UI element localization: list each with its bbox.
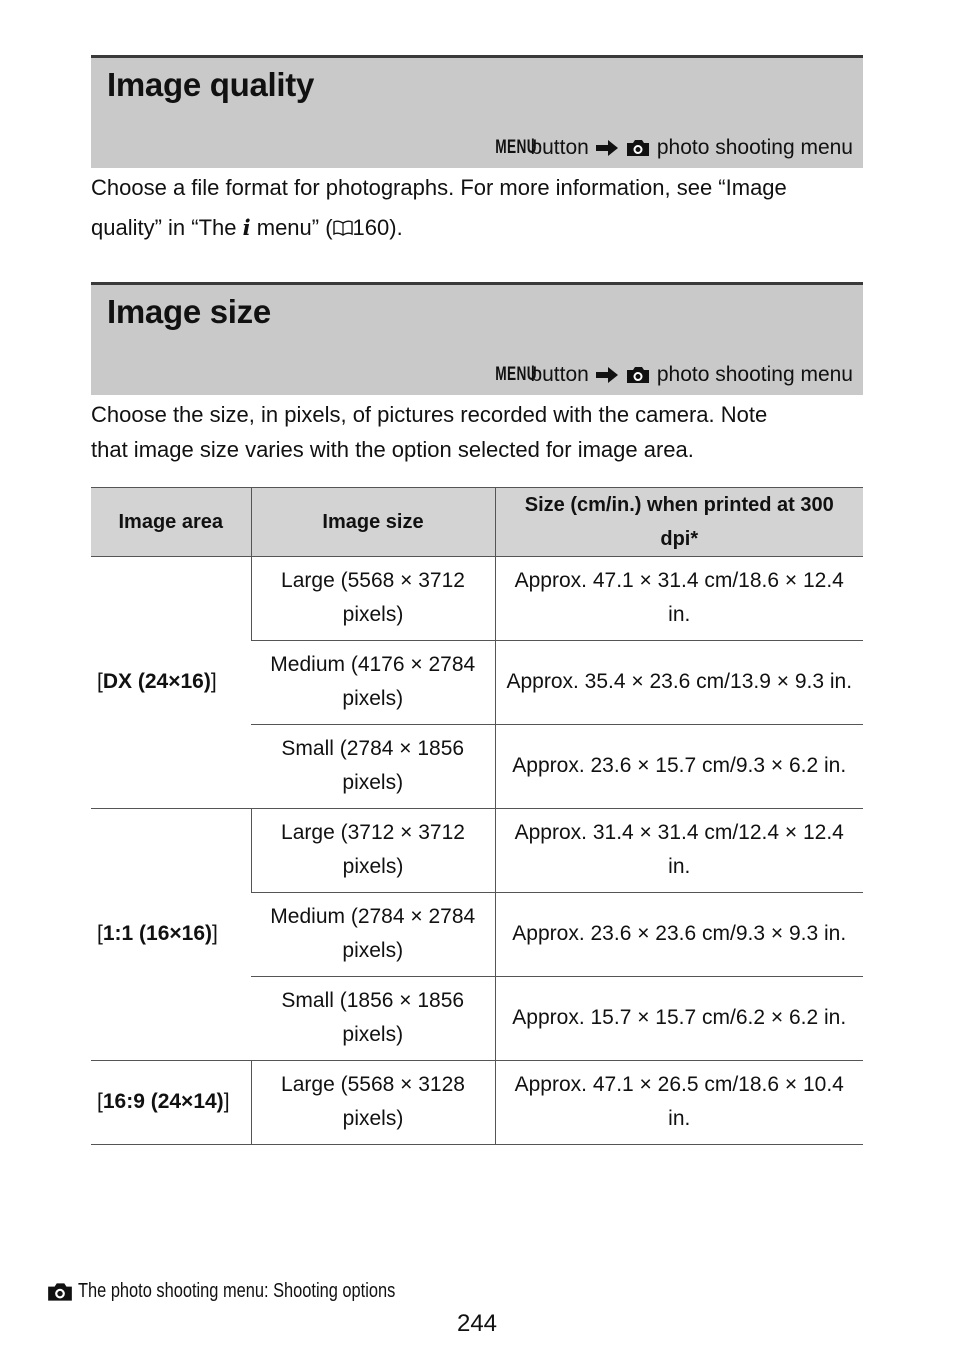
description-line: quality” in “The <box>91 215 237 240</box>
image-area-value: 1:1 (16×16) <box>102 922 212 945</box>
description-line: menu” ( <box>256 215 333 240</box>
image-area-value: 16:9 (24×14) <box>102 1090 224 1113</box>
table-row <box>91 1061 863 1145</box>
button-word: button <box>530 363 589 386</box>
column-header: Image area <box>91 488 251 557</box>
image-size-cell: Medium (2784 × 2784 pixels) <box>251 893 495 977</box>
print-size-cell: Approx. 31.4 × 31.4 cm/12.4 × 12.4 in. <box>495 809 863 893</box>
image-size-description <box>91 397 863 467</box>
image-size-header <box>91 282 863 395</box>
page-title: Image quality <box>107 66 314 103</box>
print-size-cell: Approx. 47.1 × 31.4 cm/18.6 × 12.4 in. <box>495 557 863 641</box>
print-size-cell: Approx. 23.6 × 23.6 cm/9.3 × 9.3 in. <box>495 893 863 977</box>
footer-link[interactable]: The photo shooting menu: Shooting options <box>78 1280 396 1302</box>
table-row <box>91 557 863 641</box>
image-quality-header <box>91 55 863 168</box>
camera-icon <box>625 138 651 158</box>
image-size-table <box>91 487 863 1145</box>
image-area-value: DX (24×16) <box>102 670 211 693</box>
bracket-open: [ <box>97 922 103 945</box>
book-icon <box>333 220 353 236</box>
section-title: Image size <box>107 293 271 330</box>
image-quality-section <box>91 55 863 248</box>
image-size-section <box>91 282 863 467</box>
button-word: button <box>530 136 589 159</box>
description-line: that image size varies with the option selected for image area. <box>91 437 694 462</box>
image-size-cell: Large (5568 × 3712 pixels) <box>251 557 495 641</box>
description-line: Choose the size, in pixels, of pictures recorded with the camera. Note <box>91 402 768 427</box>
print-size-cell: Approx. 23.6 × 15.7 cm/9.3 × 6.2 in. <box>495 725 863 809</box>
print-size-cell: Approx. 15.7 × 15.7 cm/6.2 × 6.2 in. <box>495 977 863 1061</box>
table-header-row <box>91 488 863 557</box>
bracket-open: [ <box>97 670 103 693</box>
menu-name: photo shooting menu <box>656 136 853 159</box>
menu-button-label: MENU <box>494 137 537 158</box>
bracket-close: ] <box>223 1090 230 1113</box>
i-menu-icon: i <box>242 215 251 240</box>
bracket-close: ] <box>210 670 217 693</box>
camera-icon <box>625 365 651 385</box>
arrow-right-icon <box>595 366 619 384</box>
column-header: Size (cm/in.) when printed at 300 dpi* <box>495 488 863 557</box>
print-size-cell: Approx. 35.4 × 23.6 cm/13.9 × 9.3 in. <box>495 641 863 725</box>
image-size-cell: Large (5568 × 3128 pixels) <box>251 1061 495 1145</box>
page-number: 244 <box>456 1310 498 1337</box>
image-size-cell: Large (3712 × 3712 pixels) <box>251 809 495 893</box>
image-area-cell <box>91 1061 251 1145</box>
print-size-cell: Approx. 47.1 × 26.5 cm/18.6 × 10.4 in. <box>495 1061 863 1145</box>
image-size-cell: Medium (4176 × 2784 pixels) <box>251 641 495 725</box>
page-reference-link[interactable]: 160). <box>352 215 403 240</box>
image-size-cell: Small (2784 × 1856 pixels) <box>251 725 495 809</box>
menu-path <box>479 136 854 160</box>
arrow-right-icon <box>595 139 619 157</box>
footer-breadcrumb <box>46 1280 465 1303</box>
image-size-cell: Small (1856 × 1856 pixels) <box>251 977 495 1061</box>
table-row <box>91 809 863 893</box>
image-area-cell <box>91 809 251 1061</box>
menu-name: photo shooting menu <box>656 363 853 386</box>
bracket-close: ] <box>212 922 218 945</box>
image-quality-description <box>91 168 863 248</box>
column-header: Image size <box>251 488 495 557</box>
bracket-open: [ <box>97 1090 103 1113</box>
menu-button-label: MENU <box>494 364 537 385</box>
menu-path <box>479 363 854 387</box>
description-line: Choose a file format for photographs. For more information, see “Image <box>91 175 787 200</box>
camera-icon <box>46 1281 74 1303</box>
image-area-cell <box>91 557 251 809</box>
